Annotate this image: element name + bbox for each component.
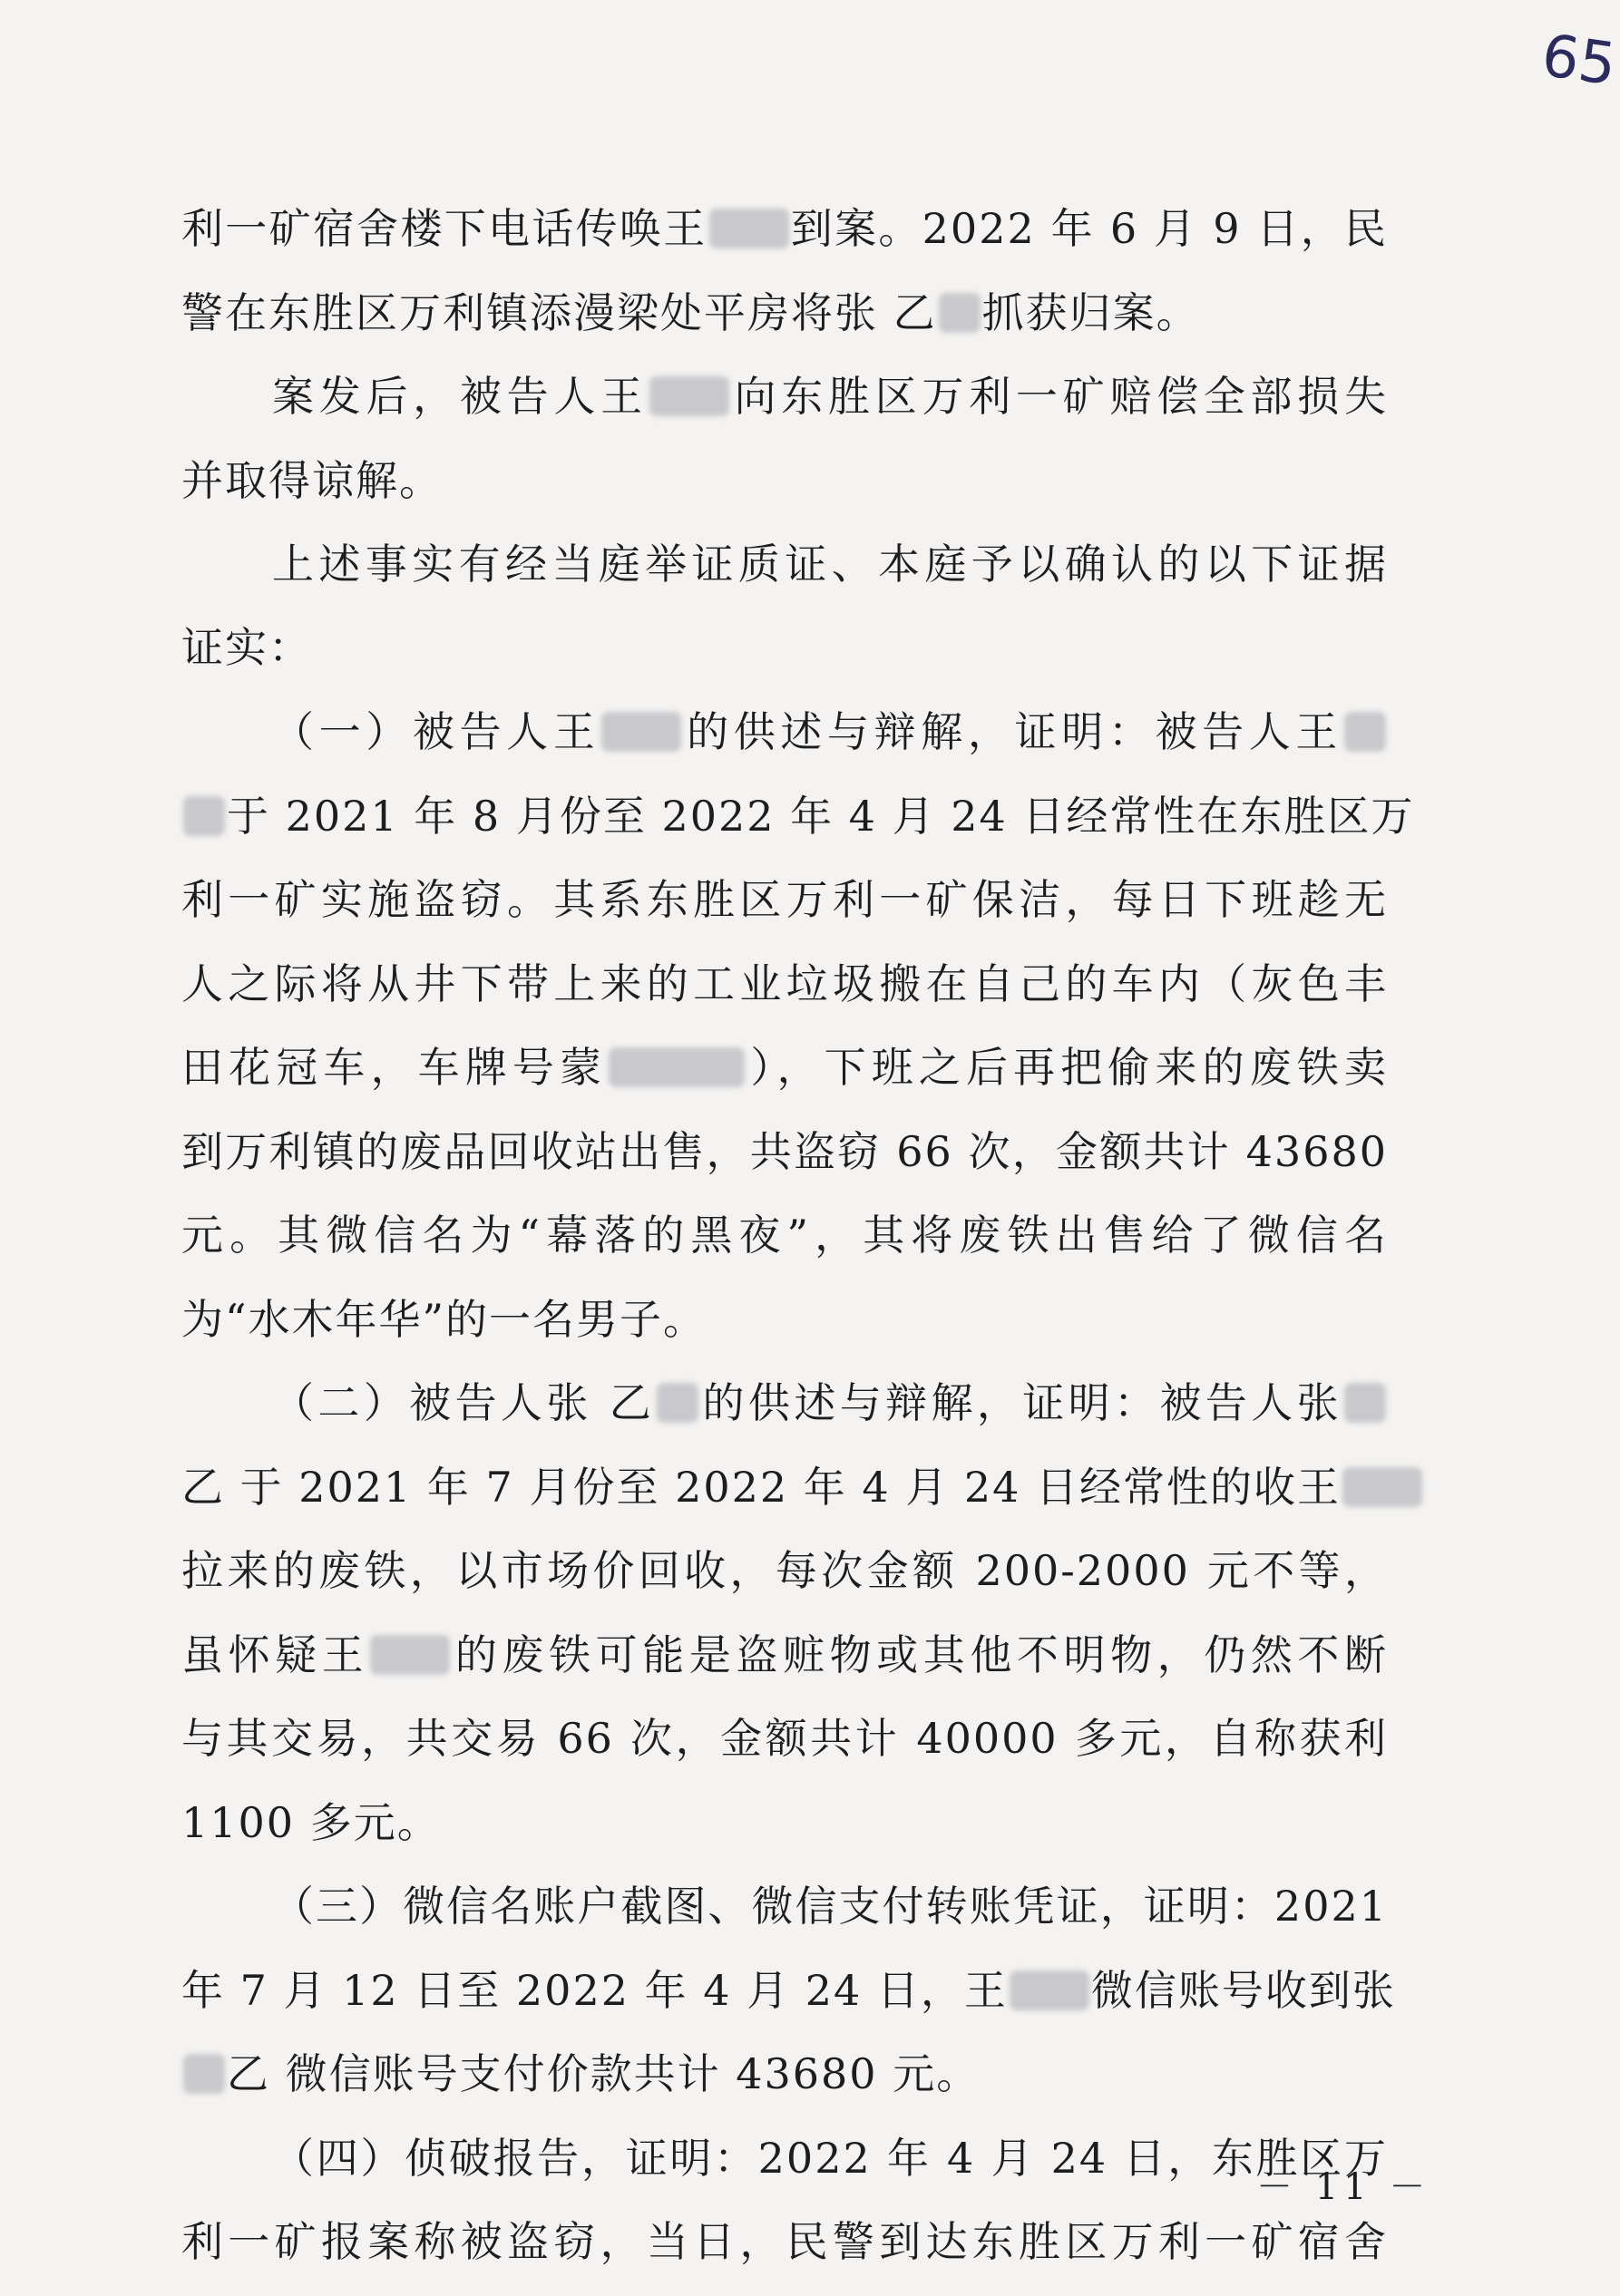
text-line: 为“水木年华”的一名男子。 [181, 1295, 708, 1344]
redaction-blur [657, 1383, 698, 1423]
text-line: 利一矿报案称被盗窃，当日，民警到达东胜区万利一矿宿舍 [181, 2217, 1388, 2266]
redaction-blur [601, 712, 681, 752]
text-line: 乙 微信账号支付价款共计 43680 元。 [181, 2047, 1388, 2101]
text-line: 上述事实有经当庭举证质证、本庭予以确认的以下证据 [272, 540, 1388, 589]
redaction-blur [370, 1635, 450, 1675]
text-line: 利一矿宿舍楼下电话传唤王 到案。2022 年 6 月 9 日，民 [181, 204, 1388, 253]
redaction-blur [1342, 1467, 1422, 1507]
text-line: 案发后，被告人王 向东胜区万利一矿赔偿全部损失 [272, 372, 1389, 421]
text-line: 警在东胜区万利镇添漫梁处平房将张 乙 抓获归案。 [181, 288, 1200, 337]
redaction-blur [1344, 712, 1386, 752]
text-line: 到万利镇的废品回收站出售，共盗窃 66 次，金额共计 43680 [181, 1127, 1388, 1176]
text-line: （四）侦破报告，证明：2022 年 4 月 24 日，东胜区万 [272, 2134, 1388, 2183]
text-line: 利一矿实施盗窃。其系东胜区万利一矿保洁，每日下班趁无 [181, 875, 1388, 924]
text-line: 并取得谅解。 [181, 456, 443, 505]
redaction-blur [1344, 1383, 1386, 1423]
redaction-blur [1010, 1970, 1089, 2010]
redaction-blur [609, 1047, 745, 1087]
redaction-blur [183, 2054, 225, 2094]
redaction-blur [649, 376, 729, 416]
text-line: 证实： [181, 623, 312, 672]
text-line: （一）被告人王 的供述与辩解，证明：被告人王 [272, 705, 1388, 759]
text-line: 人之际将从井下带上来的工业垃圾搬在自己的车内（灰色丰 [181, 959, 1388, 1008]
text-line: 1100 多元。 [181, 1798, 441, 1847]
text-line: （三）微信名账户截图、微信支付转账凭证，证明：2021 [272, 1882, 1388, 1931]
text-line: （二）被告人张 乙 的供述与辩解，证明：被告人张 [272, 1376, 1388, 1430]
redaction-blur [183, 796, 225, 836]
text-line: 乙 于 2021 年 7 月份至 2022 年 4 月 24 日经常性的收王 [181, 1460, 1388, 1514]
text-line: 与其交易，共交易 66 次，金额共计 40000 多元，自称获利 [181, 1714, 1388, 1763]
handwritten-page-mark: 65 [1537, 22, 1620, 100]
text-line: 元。其微信名为“幕落的黑夜”，其将废铁出售给了微信名 [181, 1211, 1388, 1260]
text-line: 田花冠车，车牌号蒙 ），下班之后再把偷来的废铁卖 [181, 1043, 1389, 1092]
text-line: 虽怀疑王 的废铁可能是盗赃物或其他不明物，仍然不断 [181, 1630, 1389, 1679]
page-number: － 11 － [1256, 2166, 1431, 2208]
redaction-blur [709, 209, 789, 248]
text-line: 于 2021 年 8 月份至 2022 年 4 月 24 日经常性在东胜区万 [181, 789, 1388, 843]
text-line: 年 7 月 12 日至 2022 年 4 月 24 日，王 微信账号收到张 [181, 1966, 1396, 2015]
redaction-blur [939, 293, 981, 333]
text-line: 拉来的废铁，以市场价回收，每次金额 200-2000 元不等， [181, 1546, 1388, 1595]
